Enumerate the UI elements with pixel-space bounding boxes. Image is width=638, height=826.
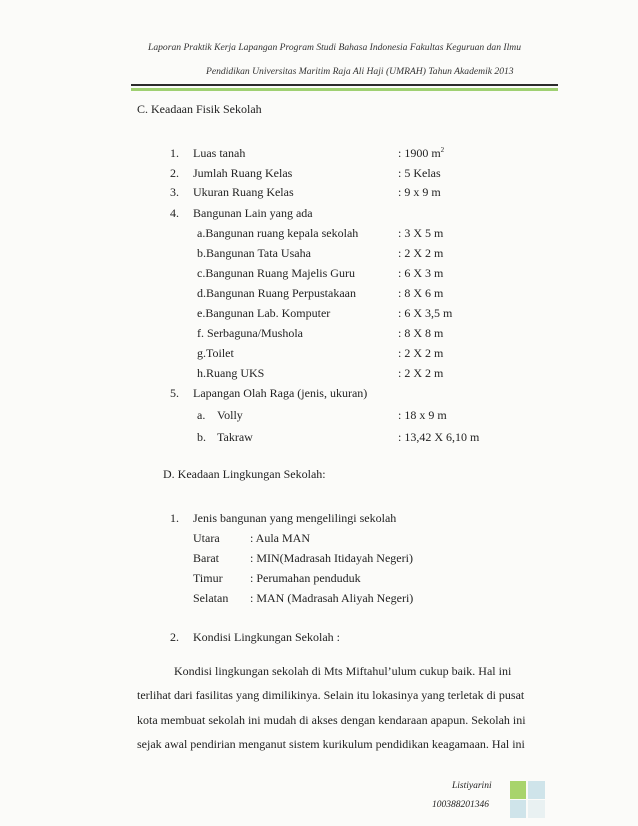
header-line-2: Pendidikan Universitas Maritim Raja Ali Haji (UMRAH) Tahun Akademik 2013	[206, 66, 514, 77]
building-label: b.Bangunan Tata Usaha	[197, 246, 311, 260]
item-value	[398, 146, 444, 161]
item-value-text: : 1900 m	[398, 146, 441, 160]
item-number: 3.	[170, 185, 179, 199]
field-number: a.	[197, 408, 206, 422]
header-line-1: Laporan Praktik Kerja Lapangan Program Studi Bahasa Indonesia Fakultas Keguruan dan Ilmu	[148, 42, 521, 53]
direction-label: Selatan	[193, 591, 229, 605]
decor-square-blue	[528, 781, 545, 799]
building-value: : 2 X 2 m	[398, 346, 444, 360]
header-rule-dark	[131, 84, 558, 86]
decor-square-green	[510, 781, 526, 799]
decor-square-light	[528, 800, 545, 818]
building-value: : 2 X 2 m	[398, 246, 444, 260]
superscript: 2	[440, 146, 445, 154]
item-number: 2.	[170, 630, 179, 644]
building-value: : 3 X 5 m	[398, 226, 444, 240]
item-label: Kondisi Lingkungan Sekolah :	[193, 630, 340, 644]
field-label: Volly	[217, 408, 243, 422]
building-label: a.Bangunan ruang kepala sekolah	[197, 226, 359, 240]
building-label: d.Bangunan Ruang Perpustakaan	[197, 286, 356, 300]
item-number: 1.	[170, 511, 179, 525]
item-label: Jumlah Ruang Kelas	[193, 166, 293, 180]
field-value: : 13,42 X 6,10 m	[398, 430, 480, 444]
paragraph-line: terlihat dari fasilitas yang dimilikinya. Selain itu lokasinya yang terletak di pusat	[137, 688, 525, 702]
building-label: e.Bangunan Lab. Komputer	[197, 306, 331, 320]
section-d-title: D. Keadaan Lingkungan Sekolah:	[163, 467, 326, 481]
field-number: b.	[197, 430, 206, 444]
author-name: Listiyarini	[452, 781, 492, 791]
direction-value: : Aula MAN	[250, 531, 310, 545]
building-label: c.Bangunan Ruang Majelis Guru	[197, 266, 355, 280]
item-label: Jenis bangunan yang mengelilingi sekolah	[193, 511, 397, 525]
item-label: Luas tanah	[193, 146, 246, 160]
paragraph-line: sejak awal pendirian menganut sistem kurikulum pendidikan keagamaan. Hal ini	[137, 737, 525, 751]
building-label: h.Ruang UKS	[197, 366, 265, 380]
building-label: f. Serbaguna/Mushola	[197, 326, 303, 340]
item-value: : 5 Kelas	[398, 166, 441, 180]
item-number: 1.	[170, 146, 179, 160]
paragraph-line: Kondisi lingkungan sekolah di Mts Miftahul’ulum cukup baik. Hal ini	[174, 664, 512, 678]
item-value: : 9 x 9 m	[398, 185, 441, 199]
building-value: : 6 X 3 m	[398, 266, 444, 280]
building-value: : 8 X 6 m	[398, 286, 444, 300]
field-label: Takraw	[217, 430, 253, 444]
header-rule-green	[131, 88, 558, 91]
item-number: 5.	[170, 386, 179, 400]
field-value: : 18 x 9 m	[398, 408, 447, 422]
author-id: 100388201346	[432, 800, 489, 810]
building-value: : 6 X 3,5 m	[398, 306, 453, 320]
item-label: Ukuran Ruang Kelas	[193, 185, 294, 199]
item-label: Bangunan Lain yang ada	[193, 206, 313, 220]
direction-label: Utara	[193, 531, 220, 545]
item-number: 4.	[170, 206, 179, 220]
section-c-title: C. Keadaan Fisik Sekolah	[137, 102, 262, 116]
building-label: g.Toilet	[197, 346, 234, 360]
direction-value: : Perumahan penduduk	[250, 571, 361, 585]
direction-value: : MAN (Madrasah Aliyah Negeri)	[250, 591, 414, 605]
building-value: : 8 X 8 m	[398, 326, 444, 340]
direction-value: : MIN(Madrasah Itidayah Negeri)	[250, 551, 413, 565]
paragraph-line: kota membuat sekolah ini mudah di akses dengan kendaraan apapun. Sekolah ini	[137, 713, 526, 727]
item-label: Lapangan Olah Raga (jenis, ukuran)	[193, 386, 368, 400]
building-value: : 2 X 2 m	[398, 366, 444, 380]
direction-label: Timur	[193, 571, 223, 585]
direction-label: Barat	[193, 551, 219, 565]
decor-square-blue	[510, 800, 526, 818]
item-number: 2.	[170, 166, 179, 180]
